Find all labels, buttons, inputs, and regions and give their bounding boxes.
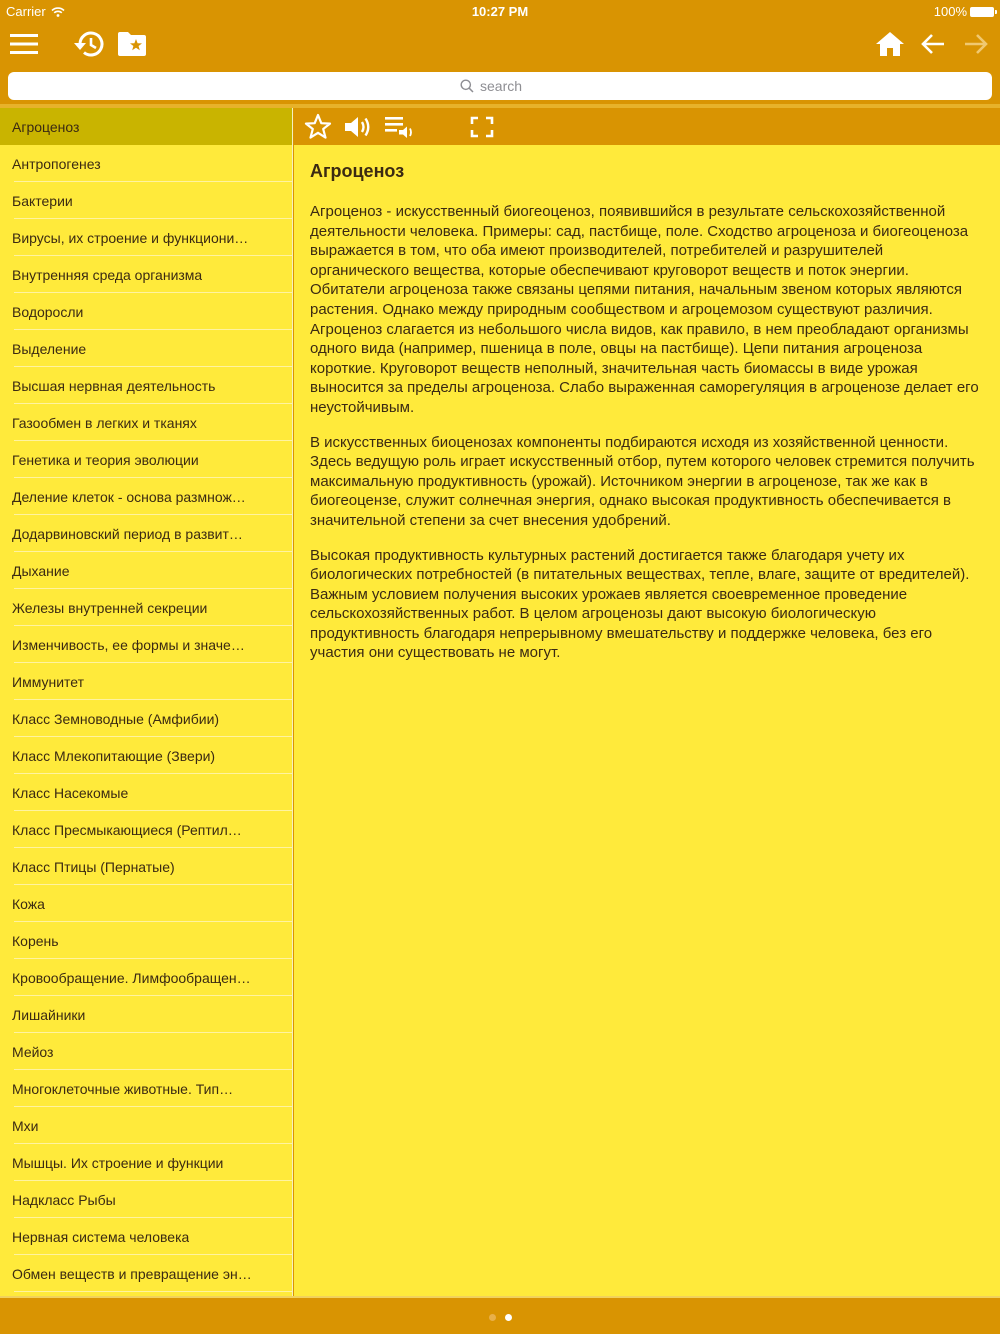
- topic-label: Класс Млекопитающие (Звери): [12, 747, 216, 764]
- topic-label: Дыхание: [12, 562, 70, 579]
- topic-list-item[interactable]: [0, 441, 292, 478]
- topic-list-item[interactable]: [0, 700, 292, 737]
- topic-label: Вирусы, их строение и функциони…: [12, 229, 249, 246]
- battery-status: [934, 4, 994, 19]
- bookmark-folder-icon: [117, 31, 147, 57]
- topic-list-item[interactable]: [0, 848, 292, 885]
- topic-label: Лишайники: [12, 1006, 86, 1023]
- topic-label: Класс Птицы (Пернатые): [12, 858, 175, 875]
- clock: 10:27 PM: [471, 4, 529, 19]
- bottom-bar: [0, 1296, 1000, 1334]
- topic-list-item[interactable]: [0, 774, 292, 811]
- fullscreen-icon: [470, 116, 494, 138]
- topic-label: Железы внутренней секреции: [12, 599, 208, 616]
- topic-list[interactable]: [0, 108, 293, 1296]
- topic-label: Газообмен в легких и тканях: [12, 414, 197, 431]
- article-paragraph: В искусственных биоценозах компоненты подбираются исходя из хозяйственной ценности. Здесь ведущую роль играет искусственный отбор, путем которого человек стремится получить максимальную продуктивность (урожай). Источником энергии в агроценозе, так же как в биогеоцензе, служит солнечная энергия, однако высокая продуктивность обеспечивается в значительной степени за счет внесения удобрений.: [310, 433, 975, 529]
- topic-list-item[interactable]: [0, 1033, 292, 1070]
- search-icon: [460, 79, 474, 93]
- article-title: Агроценоз: [310, 161, 405, 181]
- topic-label: Деление клеток - основа размнож…: [12, 488, 246, 505]
- article-paragraph: Высокая продуктивность культурных растений достигается также благодаря учету их биологических потребностей (в питательных веществах, тепле, влаге, защите от вредителей). Важным условием получения высоких урожаев является своевременное проведение сельскохозяйственных работ. В целом агроценозы дают высокую биологическую продуктивность благодаря непрерывному вмешательству и поддержке человека, без его участия они существовать не могут.: [310, 546, 970, 662]
- favorite-button[interactable]: [302, 111, 334, 142]
- article-view: [294, 145, 1000, 1296]
- topic-label: Кожа: [12, 895, 45, 912]
- topic-list-item[interactable]: [0, 1181, 292, 1218]
- page-dot[interactable]: [505, 1314, 512, 1321]
- topic-list-item[interactable]: [0, 1218, 292, 1255]
- topic-label: Корень: [12, 932, 59, 949]
- star-icon: [304, 113, 332, 140]
- topic-list-item[interactable]: [0, 182, 292, 219]
- topic-list-item[interactable]: [0, 552, 292, 589]
- topic-label: Изменчивость, ее формы и значе…: [12, 636, 245, 653]
- topic-list-item[interactable]: [0, 626, 292, 663]
- topic-label: Надкласс Рыбы: [12, 1191, 116, 1208]
- topic-list-item[interactable]: [0, 330, 292, 367]
- hamburger-menu-icon: [10, 33, 38, 55]
- article-toolbar: [294, 108, 1000, 145]
- topic-label: Выделение: [12, 340, 87, 357]
- search-bar[interactable]: [8, 72, 992, 100]
- back-button[interactable]: [915, 26, 951, 62]
- topic-list-item[interactable]: [0, 256, 292, 293]
- topic-label: Многоклеточные животные. Тип…: [12, 1080, 234, 1097]
- home-button[interactable]: [872, 26, 908, 62]
- top-toolbar: [0, 22, 1000, 66]
- topic-list-item[interactable]: [0, 959, 292, 996]
- topic-label: Агроценоз: [12, 118, 80, 135]
- topic-list-item[interactable]: [0, 811, 292, 848]
- topic-label: Класс Пресмыкающиеся (Рептил…: [12, 821, 242, 838]
- topic-list-item[interactable]: [0, 219, 292, 256]
- history-icon: [72, 30, 104, 58]
- topic-label: Мейоз: [12, 1043, 54, 1060]
- speak-button[interactable]: [342, 111, 374, 142]
- read-aloud-list-button[interactable]: [382, 111, 418, 142]
- topic-label: Обмен веществ и превращение эн…: [12, 1265, 252, 1282]
- article-paragraph: Агроценоз - искусственный биогеоценоз, появившийся в результате сельскохозяйственной деятельности человека. Примеры: сад, пастбище, поле. Сходство агроценоза и биогеоценоза выражается в том, что оба имеют производителей, потребителей и разрушителей органического вещества, которые обеспечивают круговорот веществ и поток энергии. Обитатели агроценоза также связаны цепями питания, начальным звеном которых являются растения. Однако между природным сообществом и агроцемозом существуют различия. Агроценоз слагается из небольшого числа видов, как правило, в нем преобладают организмы одного вида (например, пшеница в поле, овцы на пастбище). Цепи питания агроценоза короткие. Круговорот веществ неполный, значительная часть биомассы в виде урожая выносится за пределы агроценоза. Слабо выраженная саморегуляция в агроценозе делает его неустойчивым.: [310, 203, 979, 416]
- topic-list-item[interactable]: [0, 145, 292, 182]
- topic-list-item[interactable]: [0, 108, 292, 145]
- topic-list-item[interactable]: [0, 589, 292, 626]
- topic-list-item[interactable]: [0, 922, 292, 959]
- topic-label: Нервная система человека: [12, 1228, 190, 1245]
- topic-label: Антропогенез: [12, 155, 101, 172]
- topic-list-item[interactable]: [0, 367, 292, 404]
- topic-label: Внутренняя среда организма: [12, 266, 203, 283]
- topic-list-item[interactable]: [0, 1070, 292, 1107]
- topic-list-item[interactable]: [0, 737, 292, 774]
- topic-list-item[interactable]: [0, 404, 292, 441]
- status-bar: [0, 0, 1000, 22]
- topic-label: Высшая нервная деятельность: [12, 377, 216, 394]
- arrow-left-icon: [920, 32, 946, 56]
- topic-label: Водоросли: [12, 303, 84, 320]
- bookmarks-button[interactable]: [114, 26, 150, 62]
- topic-label: Генетика и теория эволюции: [12, 451, 199, 468]
- topic-label: Класс Земноводные (Амфибии): [12, 710, 220, 727]
- page-dot[interactable]: [489, 1314, 496, 1321]
- fullscreen-button[interactable]: [466, 111, 498, 142]
- home-icon: [875, 31, 905, 57]
- topic-list-item[interactable]: [0, 293, 292, 330]
- arrow-right-icon: [963, 32, 989, 56]
- topic-list-item[interactable]: [0, 885, 292, 922]
- topic-list-item[interactable]: [0, 1107, 292, 1144]
- topic-label: Додарвиновский период в развит…: [12, 525, 243, 542]
- search-input[interactable]: [480, 78, 540, 94]
- menu-button[interactable]: [6, 26, 42, 62]
- battery-percent: 100%: [933, 4, 967, 19]
- forward-button[interactable]: [958, 26, 994, 62]
- topic-label: Бактерии: [12, 192, 73, 209]
- topic-list-item[interactable]: [0, 663, 292, 700]
- topic-list-item[interactable]: [0, 996, 292, 1033]
- topic-list-item[interactable]: [0, 1144, 292, 1181]
- carrier-label: Carrier: [6, 4, 46, 19]
- topic-label: Класс Насекомые: [12, 784, 129, 801]
- speaker-icon: [343, 114, 373, 140]
- topic-list-item[interactable]: [0, 1255, 292, 1292]
- topic-list-item[interactable]: [0, 515, 292, 552]
- history-button[interactable]: [70, 26, 106, 62]
- topic-label: Мхи: [12, 1117, 39, 1134]
- playlist-audio-icon: [383, 114, 417, 140]
- topic-label: Кровообращение. Лимфообращен…: [12, 969, 251, 986]
- page-control[interactable]: [0, 1314, 1000, 1321]
- topic-list-item[interactable]: [0, 478, 292, 515]
- topic-label: Иммунитет: [12, 673, 85, 690]
- topic-label: Мышцы. Их строение и функции: [12, 1154, 224, 1171]
- battery-icon: [970, 7, 994, 17]
